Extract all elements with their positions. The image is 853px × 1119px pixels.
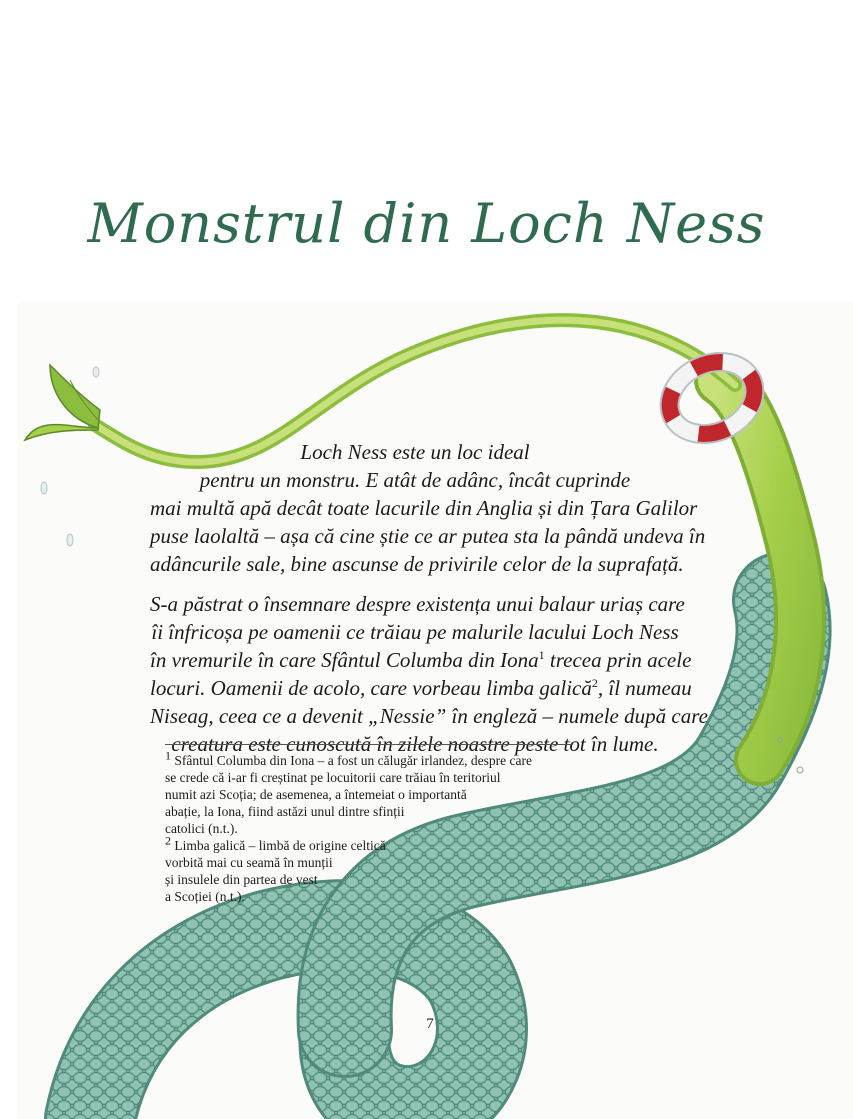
text-line: îi înfricoșa pe oamenii ce trăiau pe malurile lacului Loch Ness — [151, 620, 679, 644]
text-line: S-a păstrat o însemnare despre existența unui balaur uriaș care — [150, 592, 685, 616]
footnote-line — [165, 833, 585, 854]
text-line — [150, 646, 692, 674]
text-segment: , îl numeau — [597, 676, 692, 700]
footnote-ref: 1 — [538, 648, 545, 662]
footnote-ref: 2 — [591, 676, 598, 690]
text-segment: locuri. Oamenii de acolo, care vorbeau limba galică — [150, 676, 592, 700]
footnotes — [165, 748, 585, 905]
page-title: Monstrul din Loch Ness — [87, 192, 766, 255]
footnote-line: a Scoției (n.t.). — [165, 889, 245, 904]
text-line: creatura este cunoscută în zilele noastre peste tot în lume. — [171, 732, 659, 756]
page-number: 7 — [426, 1016, 434, 1032]
footnote-mark: 1 — [165, 748, 171, 763]
footnote-line — [165, 748, 585, 769]
paragraph-1 — [150, 438, 706, 578]
text-segment: Limba galică – limbă de origine celtică — [171, 838, 386, 853]
text-line: mai multă apă decât toate lacurile din Anglia și din Țara Galilor — [150, 496, 698, 520]
footnote-line: și insulele din partea de vest — [165, 872, 318, 887]
text-line — [150, 674, 692, 702]
main-text — [150, 438, 708, 770]
text-line: Niseag, ceea ce a devenit „Nessie” în engleză – numele după care — [150, 704, 708, 728]
footnote-2 — [165, 833, 585, 905]
text-line: puse laolaltă – așa că cine știe ce ar putea sta la pândă undeva în — [150, 524, 706, 548]
text-segment: în vremurile în care Sfântul Columba din Iona — [150, 648, 539, 672]
footnote-line: catolici (n.t.). — [165, 821, 238, 836]
footnote-line: numit azi Scoția; de asemenea, a întemeiat o importantă — [165, 787, 467, 802]
footnote-line: se crede că i-ar fi creștinat pe locuitorii care trăiau în teritoriul — [165, 770, 501, 785]
footnote-mark: 2 — [165, 833, 171, 848]
text-line: pentru un monstru. E atât de adânc, încât cuprinde — [199, 468, 631, 492]
text-line: Loch Ness este un loc ideal — [300, 440, 530, 464]
footnote-divider — [165, 744, 573, 745]
footnote-line: abație, la Iona, fiind astăzi unul dintre sfinții — [165, 804, 405, 819]
text-segment: trecea prin acele — [544, 648, 692, 672]
footnote-1 — [165, 748, 585, 837]
text-line: adâncurile sale, bine ascunse de privirile celor de la suprafață. — [150, 552, 684, 576]
footnote-line: vorbită mai cu seamă în munții — [165, 855, 333, 870]
text-segment: Sfântul Columba din Iona – a fost un călugăr irlandez, despre care — [171, 753, 532, 768]
paragraph-2 — [150, 590, 708, 758]
